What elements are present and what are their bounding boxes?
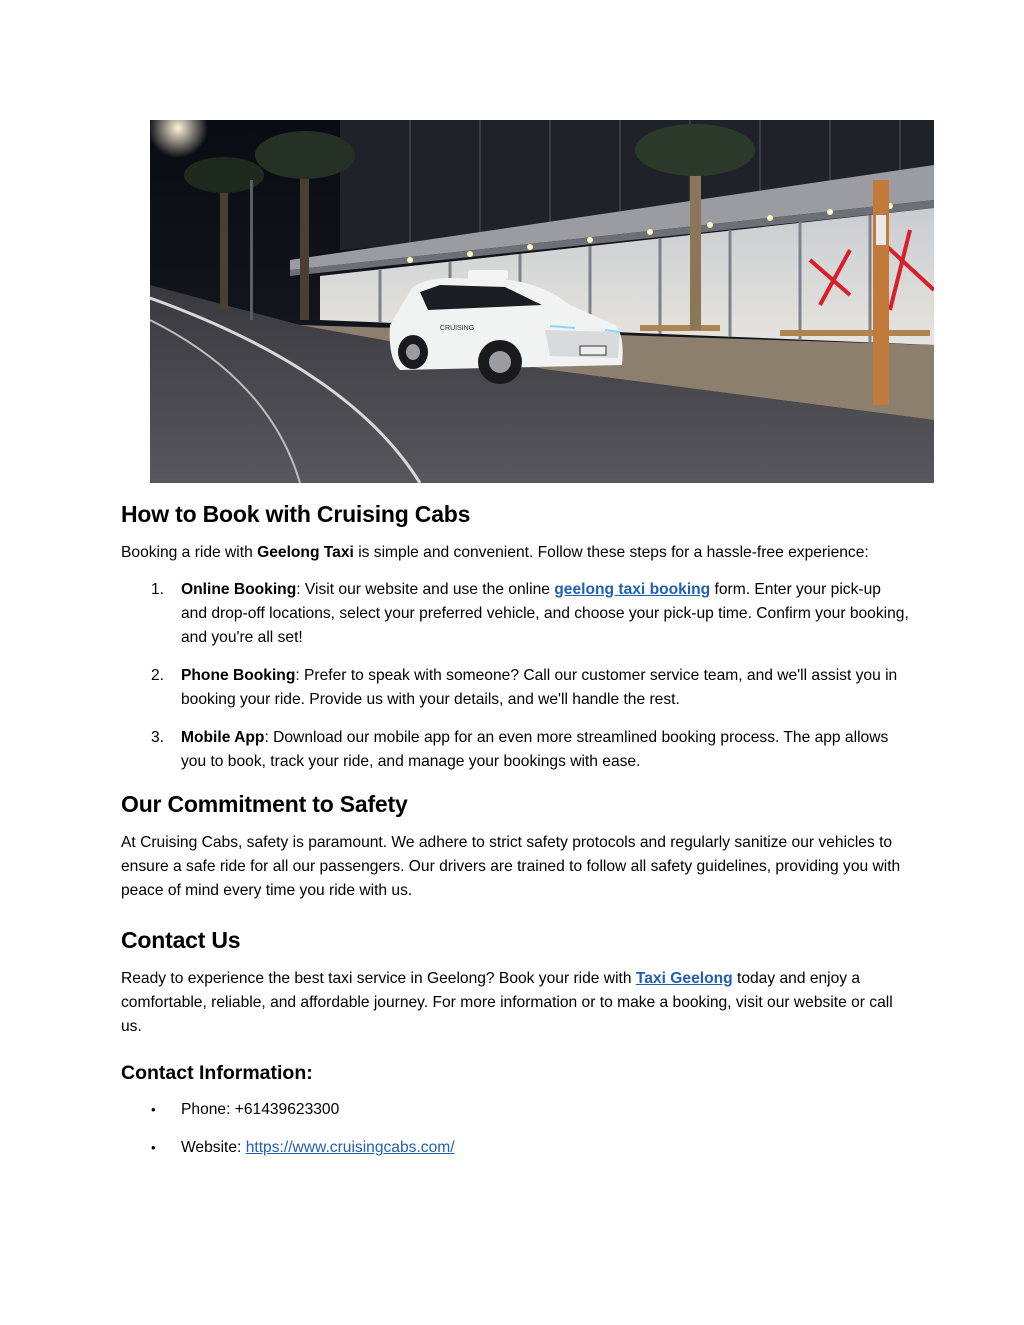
contact-info-list [121,1098,911,1160]
list-item [121,1136,911,1160]
list-number: 3. [151,729,165,746]
safety-heading: Our Commitment to Safety [121,791,408,817]
list-item [121,578,911,650]
article-body [121,498,911,1174]
taxi-photo [150,120,934,483]
booking-steps-list [121,578,911,774]
booking-heading: How to Book with Cruising Cabs [121,501,471,527]
intro-bold: Geelong Taxi [257,544,354,561]
taxi-geelong-link[interactable]: Taxi Geelong [635,970,733,987]
svg-text:CRUISING: CRUISING [440,325,475,332]
contact-text: Ready to experience the best taxi service in Geelong? Book your ride with [121,970,636,987]
step-title: Mobile App [181,729,265,746]
booking-intro [121,541,911,565]
website-label: Website: [181,1139,246,1156]
list-item [121,664,911,712]
phone-text: Phone: +61439623300 [181,1101,340,1118]
intro-text-end: is simple and convenient. Follow these steps for a hassle-free experience: [353,544,869,561]
contact-paragraph [121,967,911,1039]
list-item [121,726,911,774]
step-text: : Download our mobile app for an even more streamlined booking process. The app allows you to book, track your ride, and manage your bookings with ease. [181,729,889,770]
contact-heading: Contact Us [121,927,241,953]
step-text: : Visit our website and use the online [296,581,555,598]
step-text: : Prefer to speak with someone? Call our customer service team, and we'll assist you in booking your ride. Provide us with your details, and we'll handle the rest. [181,667,898,708]
bullet-icon: • [151,1140,156,1155]
contact-info-heading: Contact Information: [121,1062,313,1084]
geelong-taxi-booking-link[interactable]: geelong taxi booking [554,581,711,598]
list-number: 1. [151,581,165,598]
taxi-photo-illustration [150,120,934,483]
intro-text: Booking a ride with [121,544,258,561]
bullet-icon: • [151,1102,156,1117]
contact-text-end: today and enjoy a comfortable, reliable, and affordable journey. For more information or to make a booking, visit our website or call us. [121,970,893,1035]
step-text-end: form. Enter your pick-up and drop-off locations, select your preferred vehicle, and choose your pick-up time. Confirm your booking, and you're all set! [181,581,909,646]
website-link[interactable]: https://www.cruisingcabs.com/ [245,1139,455,1156]
step-title: Online Booking [181,581,297,598]
safety-paragraph: At Cruising Cabs, safety is paramount. We adhere to strict safety protocols and regularly sanitize our vehicles to ensure a safe ride for all our passengers. Our drivers are trained to follow all safety guidelines, providing you with peace of mind every time you ride with us. [121,834,901,899]
step-title: Phone Booking [181,667,296,684]
list-number: 2. [151,667,165,684]
list-item [121,1098,911,1122]
